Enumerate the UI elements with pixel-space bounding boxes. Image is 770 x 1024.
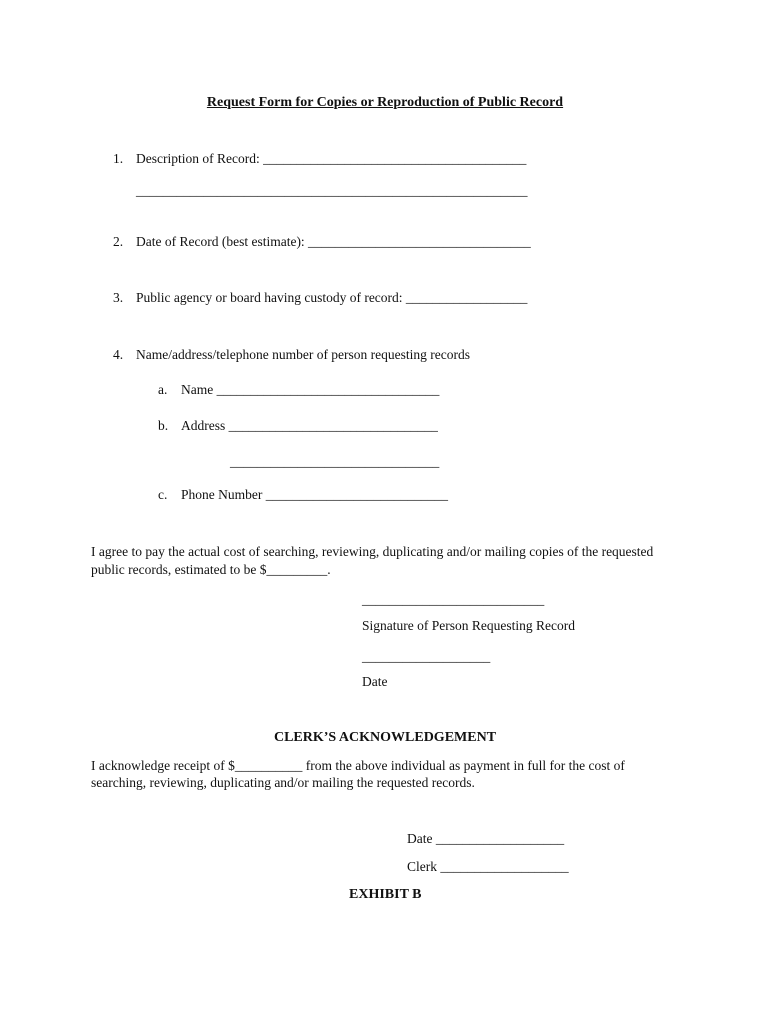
phone-letter: c. — [158, 487, 168, 502]
date-of-record-field[interactable]: Date of Record (best estimate): _________________________________ — [136, 234, 531, 249]
item-4-number: 4. — [113, 347, 124, 362]
address-continuation-line[interactable]: _______________________________ — [230, 454, 440, 469]
address-letter: b. — [158, 418, 169, 433]
name-letter: a. — [158, 382, 168, 397]
page-title: Request Form for Copies or Reproduction of Public Record — [206, 95, 564, 110]
requester-info-label: Name/address/telephone number of person requesting records — [136, 347, 471, 362]
clerk-acknowledgement-heading: CLERK’S ACKNOWLEDGEMENT — [273, 730, 497, 745]
agreement-text-line-2[interactable]: public records, estimated to be $_________. — [91, 562, 331, 577]
signature-date-line[interactable]: ___________________ — [362, 649, 491, 664]
address-field[interactable]: Address _______________________________ — [181, 418, 438, 433]
clerk-signature-field[interactable]: Clerk ___________________ — [407, 859, 569, 874]
item-2-number: 2. — [113, 234, 124, 249]
clerk-date-field[interactable]: Date ___________________ — [407, 831, 565, 846]
agreement-text-line-1: I agree to pay the actual cost of searching, reviewing, duplicating and/or mailing copies of the requested — [91, 544, 654, 559]
custody-agency-field[interactable]: Public agency or board having custody of record: __________________ — [136, 290, 528, 305]
description-continuation-line[interactable]: __________________________________________________________ — [136, 183, 528, 198]
signature-label: Signature of Person Requesting Record — [362, 618, 575, 633]
signature-line[interactable]: ___________________________ — [362, 592, 545, 607]
clerk-acknowledgement-line-2: searching, reviewing, duplicating and/or mailing the requested records. — [91, 775, 475, 790]
item-3-number: 3. — [113, 290, 124, 305]
item-1-number: 1. — [113, 151, 124, 166]
exhibit-label: EXHIBIT B — [349, 887, 422, 902]
clerk-acknowledgement-line-1[interactable]: I acknowledge receipt of $__________ from the above individual as payment in full for the cost of — [91, 758, 625, 773]
description-of-record-field[interactable]: Description of Record: _______________________________________ — [136, 151, 527, 166]
signature-date-label: Date — [362, 674, 388, 689]
name-field[interactable]: Name _________________________________ — [181, 382, 440, 397]
phone-number-field[interactable]: Phone Number ___________________________ — [181, 487, 448, 502]
